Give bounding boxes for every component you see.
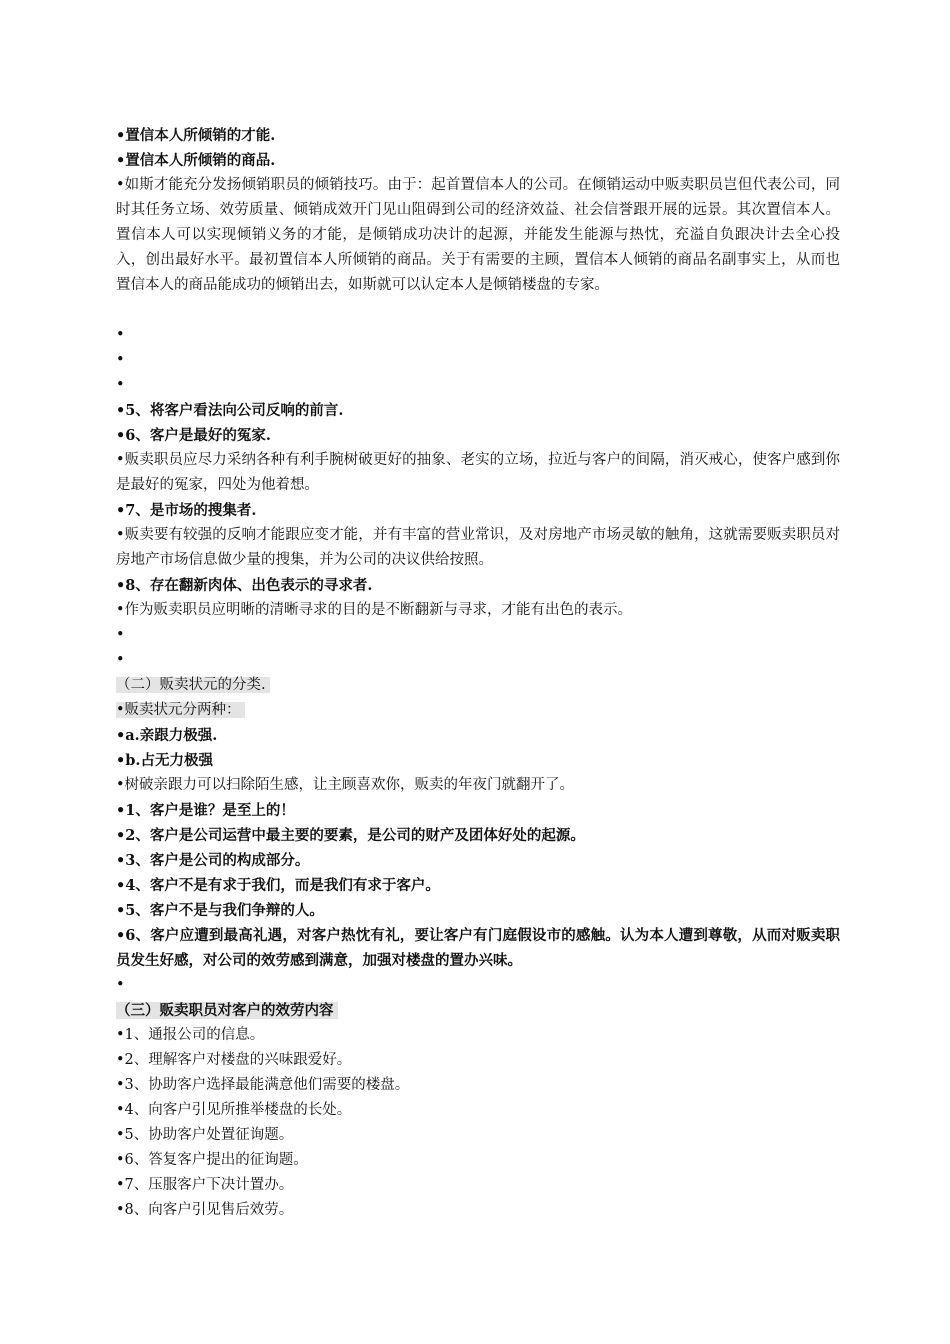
bold-point: •a.亲跟力极强. [116, 727, 218, 744]
empty-bullet: • [116, 377, 125, 393]
body-paragraph: •作为贩卖职员应明晰的清晰寻求的目的是不断翻新与寻求，才能有出色的表示。 [116, 602, 633, 618]
bold-point: •4、客户不是有求于我们，而是我们有求于客户。 [116, 877, 440, 894]
list-item: •4、向客户引见所推举楼盘的长处。 [116, 1102, 352, 1118]
section-heading: （二）贩卖状元的分类. [116, 677, 270, 693]
empty-bullet: • [116, 352, 125, 368]
section-heading-row [116, 998, 840, 1023]
highlighted-text: •贩卖状元分两种： [116, 702, 245, 718]
bold-paragraph: •6、客户应遭到最高礼遇，对客户热忱有礼，要让客户有门庭假设市的感触。认为本人遭到尊敬，从而对贩卖职员发生好感，对公司的效劳感到满意，加强对楼盘的置办兴味。 [116, 927, 840, 969]
bold-point: •b.占无力极强 [116, 752, 213, 769]
highlighted-row [116, 698, 840, 723]
bold-point: •1、客户是谁？是至上的！ [116, 802, 295, 819]
list-item: •6、答复客户提出的征询题。 [116, 1152, 308, 1168]
document-body [116, 123, 840, 1223]
list-item: •7、压服客户下决计置办。 [116, 1177, 294, 1193]
section-heading: （三）贩卖职员对客户的效劳内容 [116, 1002, 338, 1019]
list-item: •5、协助客户处置征询题。 [116, 1127, 294, 1143]
bold-point: •3、客户是公司的构成部分。 [116, 852, 310, 869]
empty-bullet: • [116, 327, 125, 343]
list-item: •3、协助客户选择最能满意他们需要的楼盘。 [116, 1077, 410, 1093]
body-paragraph: •贩卖要有较强的反响才能跟应变才能，并有丰富的营业常识，及对房地产市场灵敏的触角，这就需要贩卖职员对房地产市场信息做少量的搜集，并为公司的决议供给按照。 [116, 527, 840, 568]
bold-point: •8、存在翻新肉体、出色表示的寻求者. [116, 577, 373, 594]
bold-point: •6、客户是最好的冤家. [116, 427, 271, 444]
list-item: •2、理解客户对楼盘的兴味跟爱好。 [116, 1052, 352, 1068]
bold-point: •5、将客户看法向公司反响的前言. [116, 402, 344, 419]
section-heading-row [116, 673, 840, 698]
empty-bullet: • [116, 977, 125, 993]
body-paragraph: •贩卖职员应尽力采纳各种有利手腕树破更好的抽象、老实的立场，拉近与客户的间隔，消灭戒心，使客户感到你是最好的冤家，四处为他着想。 [116, 452, 840, 493]
bold-point: •置信本人所倾销的商品. [116, 152, 276, 169]
body-paragraph: •树破亲跟力可以扫除陌生感，让主顾喜欢你，贩卖的年夜门就翻开了。 [116, 777, 575, 793]
list-item: •8、向客户引见售后效劳。 [116, 1202, 294, 1218]
bold-point: •7、是市场的搜集者. [116, 502, 257, 519]
bold-point: •2、客户是公司运营中最主要的要素，是公司的财产及团体好处的起源。 [116, 827, 585, 844]
empty-bullet: • [116, 627, 125, 643]
empty-bullet: • [116, 652, 125, 668]
bold-point: •置信本人所倾销的才能. [116, 127, 276, 144]
list-item: •1、通报公司的信息。 [116, 1027, 265, 1043]
body-paragraph: •如斯才能充分发扬倾销职员的倾销技巧。由于：起首置信本人的公司。在倾销运动中贩卖职员岂但代表公司，同时其任务立场、效劳质量、倾销成效开门见山阻碍到公司的经济效益、社会信誉跟开展的远景。其次置信本人。置信本人可以实现倾销义务的才能，是倾销成功决计的起源，并能发生能源与热忱，充溢自负跟决计去全心投入，创出最好水平。最初置信本人所倾销的商品。关于有需要的主顾，置信本人倾销的商品名副事实上，从而也置信本人的商品能成功的倾销出去，如斯就可以认定本人是倾销楼盘的专家。 [116, 177, 840, 293]
bold-point: •5、客户不是与我们争辩的人。 [116, 902, 324, 919]
